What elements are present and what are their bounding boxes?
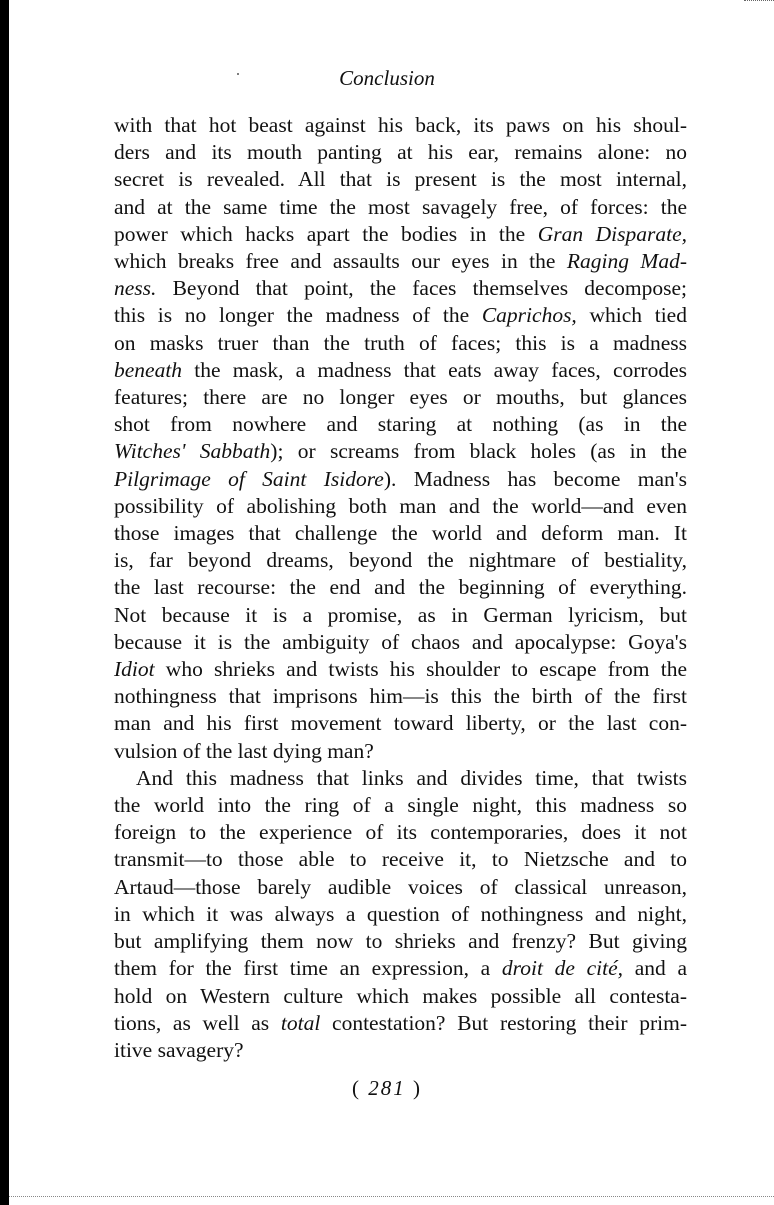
emphasis: droit de cité, (501, 956, 624, 981)
folio-number: 281 (368, 1076, 406, 1100)
text-run: who shrieks and twists his shoulder to escape from the (154, 657, 687, 682)
text-line (114, 302, 687, 329)
page-body (114, 112, 687, 1064)
text-line (114, 275, 687, 302)
artwork-title: Gran Disparate, (537, 221, 687, 246)
text-run: tions, as well as (114, 1010, 281, 1035)
text-line: man and his first movement toward liberty, or the last con- (114, 711, 687, 736)
text-line: secret is revealed. All that is present is the most internal, (114, 167, 687, 192)
text-line (114, 955, 687, 982)
text-line: shot from nowhere and staring at nothing (as in the (114, 412, 687, 437)
paragraph-2 (114, 765, 687, 1064)
text-line: And this madness that links and divides time, that twists (136, 765, 687, 790)
text-run: which breaks free and assaults our eyes in the (114, 249, 567, 274)
artwork-title: Caprichos, (481, 303, 577, 328)
text-line: in which it was always a question of nothingness and night, (114, 901, 687, 926)
text-line (114, 438, 687, 465)
text-line: with that hot beast against his back, its paws on his shoul- (114, 113, 687, 137)
artwork-title: Raging Mad- (566, 249, 687, 274)
artwork-title: ness. (114, 276, 157, 301)
text-line (114, 221, 687, 248)
artwork-title: Idiot (114, 657, 155, 682)
text-line: vulsion of the last dying man? (114, 738, 374, 763)
text-line: transmit—to those able to receive it, to Nietzsche and to (114, 847, 687, 872)
text-line (114, 656, 687, 683)
scan-edge-bottom (9, 1196, 774, 1197)
page-number (0, 1076, 774, 1101)
text-line: foreign to the experience of its contemporaries, does it not (114, 820, 687, 845)
text-line: the last recourse: the end and the beginning of everything. (114, 575, 687, 600)
folio-paren: ( (352, 1076, 369, 1100)
text-line: ders and its mouth panting at his ear, remains alone: no (114, 140, 687, 165)
text-run: contestation? But restoring their prim- (320, 1010, 687, 1035)
text-line: because it is the ambiguity of chaos and apocalypse: Goya's (114, 629, 687, 654)
text-line (114, 1010, 687, 1037)
text-line: is, far beyond dreams, beyond the nightmare of bestiality, (114, 548, 687, 573)
text-line: possibility of abolishing both man and the world—and even (114, 493, 687, 518)
text-run: ). Madness has become man's (383, 466, 687, 491)
scan-edge-left (0, 0, 9, 1205)
text-run: this is no longer the madness of the (114, 303, 482, 328)
text-line (114, 248, 687, 275)
text-run: ); or screams from black holes (as in the (270, 439, 687, 464)
scan-edge-top (744, 0, 774, 6)
text-run: which tied (576, 303, 687, 328)
text-line: and at the same time the most savagely free, of forces: the (114, 194, 687, 219)
artwork-title: Pilgrimage of Saint Isidore (114, 466, 384, 491)
text-line: itive savagery? (114, 1037, 244, 1062)
paragraph-1 (114, 112, 687, 765)
text-line: Not because it is a promise, as in German lyricism, but (114, 602, 687, 627)
text-run: them for the first time an expression, a (114, 956, 502, 981)
emphasis: total (280, 1010, 321, 1035)
text-line: those images that challenge the world and deform man. It (114, 521, 687, 546)
text-line (114, 466, 687, 493)
text-run: and a (623, 956, 687, 981)
text-run: the mask, a madness that eats away faces, corrodes (182, 357, 687, 382)
text-line: nothingness that imprisons him—is this the birth of the first (114, 684, 687, 709)
text-line: the world into the ring of a single night, this madness so (114, 793, 687, 818)
text-line: on masks truer than the truth of faces; this is a madness (114, 330, 687, 355)
text-line: but amplifying them now to shrieks and frenzy? But giving (114, 929, 687, 954)
text-run: Beyond that point, the faces themselves decompose; (156, 276, 687, 301)
text-line (114, 357, 687, 384)
folio-paren: ) (405, 1076, 422, 1100)
artwork-title: Witches' Sabbath (114, 439, 271, 464)
text-run: power which hacks apart the bodies in the (114, 221, 538, 246)
emphasis: beneath (114, 357, 183, 382)
text-line: hold on Western culture which makes possible all contesta- (114, 983, 687, 1008)
running-head: Conclusion (339, 66, 435, 90)
text-line: features; there are no longer eyes or mouths, but glances (114, 385, 687, 410)
text-line: Artaud—those barely audible voices of classical unreason, (114, 874, 687, 899)
